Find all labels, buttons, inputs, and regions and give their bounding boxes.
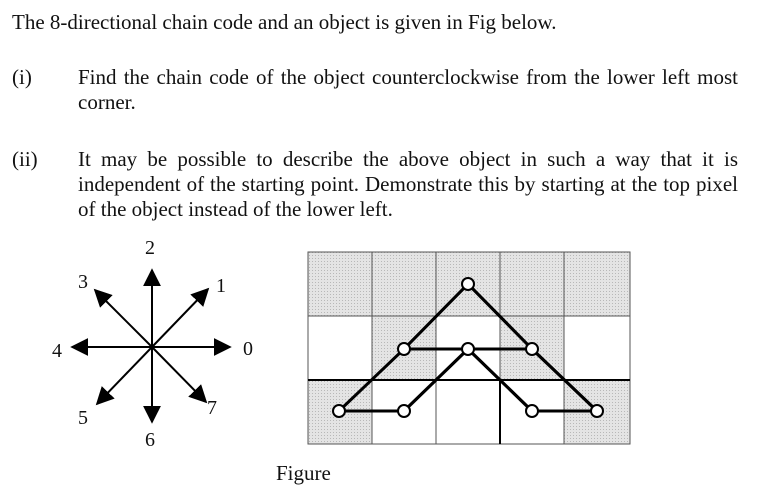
- label-5: 5: [78, 407, 88, 429]
- arrow-7: [152, 347, 206, 402]
- pixel-node: [333, 405, 345, 417]
- figure-caption: Figure: [276, 461, 331, 485]
- pixel-node: [526, 405, 538, 417]
- arrow-1: [152, 289, 208, 347]
- label-1: 1: [216, 275, 226, 297]
- grid-cell-shaded: [564, 252, 630, 316]
- pixel-node: [526, 343, 538, 355]
- question-2-number: (ii): [12, 147, 38, 171]
- arrow-3: [95, 290, 152, 347]
- question-2-text: It may be possible to describe the above object in such a way that it is independent of the starting point. Demonstrate this by starting at the top pixel of the object instead of the lower left.: [78, 147, 738, 221]
- object-grid: [308, 252, 630, 444]
- grid-cell-shaded: [500, 252, 564, 316]
- arrow-5: [97, 347, 152, 404]
- pixel-node: [398, 405, 410, 417]
- grid-cell-shaded: [372, 252, 436, 316]
- pixel-node: [398, 343, 410, 355]
- label-6: 6: [145, 429, 155, 451]
- label-0: 0: [243, 338, 253, 360]
- intro-text: The 8-directional chain code and an object is given in Fig below.: [12, 10, 557, 34]
- label-7: 7: [207, 397, 217, 419]
- pixel-node: [591, 405, 603, 417]
- pixel-node: [462, 278, 474, 290]
- grid-cell-shaded: [308, 252, 372, 316]
- label-4: 4: [52, 340, 62, 362]
- label-3: 3: [78, 271, 88, 293]
- question-1-text: Find the chain code of the object counterclockwise from the lower left most corner.: [78, 65, 738, 114]
- question-1-number: (i): [12, 65, 32, 89]
- direction-compass: [52, 237, 253, 451]
- label-2: 2: [145, 237, 155, 259]
- pixel-node: [462, 343, 474, 355]
